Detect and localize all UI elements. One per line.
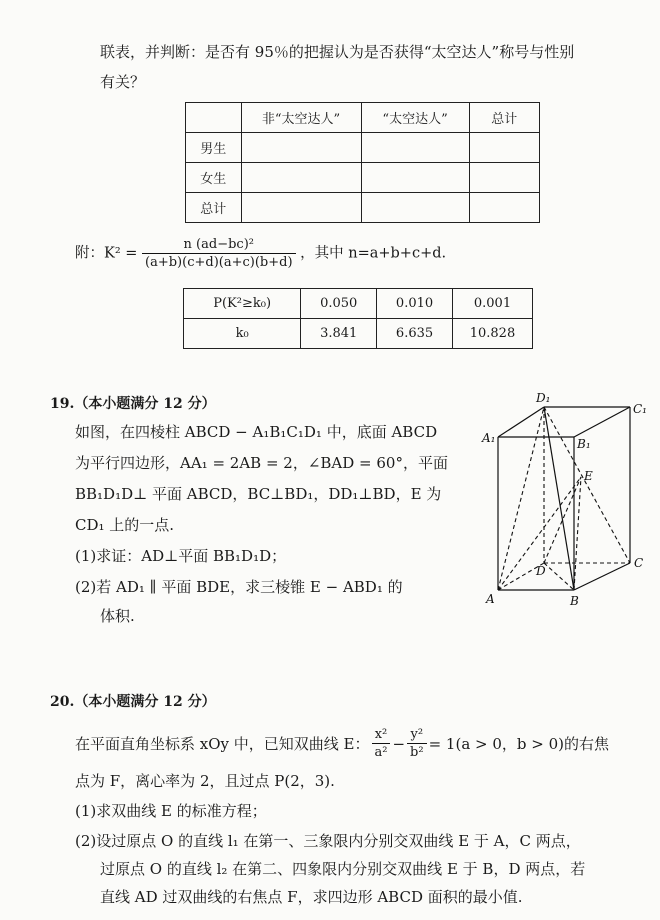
frac-num: x² (372, 726, 391, 744)
table-row-label: 总计 (186, 193, 242, 223)
table-cell: 10.828 (452, 319, 532, 349)
table-cell (361, 193, 469, 223)
frac-den: a² (374, 745, 388, 760)
formula-fraction (142, 236, 296, 271)
edge-b-e-hidden (574, 477, 581, 590)
q20-line1 (75, 726, 609, 761)
table-cell (469, 193, 539, 223)
label-e: E (584, 469, 593, 483)
table-row-label: 女生 (186, 163, 242, 193)
table-cell: 0.050 (301, 289, 377, 319)
table-cell (469, 133, 539, 163)
label-a: A (486, 592, 495, 606)
table-cell (361, 163, 469, 193)
label-d: D (536, 564, 546, 578)
table-header-cell: “太空达人” (361, 103, 469, 133)
q20-part2-cont: 过原点 O 的直线 l₂ 在第二、四象限内分别交双曲线 E 于 B，D 两点，若 (100, 860, 586, 878)
q18-text-line1: 联表，并判断：是否有 95％的把握认为是否获得“太空达人”称号与性别 (100, 43, 575, 61)
table-row-label: 男生 (186, 133, 242, 163)
label-d1: D₁ (536, 391, 551, 405)
k-squared-formula (75, 236, 446, 271)
prism-figure (478, 385, 648, 610)
q19-line: CD₁ 上的一点. (75, 516, 175, 534)
hyperbola-y-fraction (407, 726, 427, 761)
edge-a-d1-hidden (498, 407, 544, 590)
edge-d-b-hidden (544, 563, 574, 590)
label-b1: B₁ (577, 437, 591, 451)
table-cell: 0.010 (377, 289, 453, 319)
table-header-cell: 非“太空达人” (241, 103, 361, 133)
q18-text-line2: 有关？ (100, 73, 146, 91)
table-cell (469, 163, 539, 193)
formula-prefix: 附：K² = (75, 245, 138, 262)
label-c1: C₁ (633, 402, 647, 416)
q20-line1-end: = 1(a > 0，b > 0)的右焦 (428, 734, 610, 753)
formula-numerator: n (ad−bc)² (142, 236, 296, 254)
table-cell (241, 163, 361, 193)
table-cell (241, 133, 361, 163)
frac-num: y² (407, 726, 427, 744)
table-cell: 3.841 (301, 319, 377, 349)
label-a1: A₁ (482, 431, 496, 445)
contingency-table (185, 102, 540, 223)
critical-value-table (183, 288, 533, 349)
q19-line: 如图，在四棱柱 ABCD − A₁B₁C₁D₁ 中，底面 ABCD (75, 423, 438, 441)
table-cell: P(K²≥k₀) (184, 289, 301, 319)
table-cell: 0.001 (452, 289, 532, 319)
formula-denominator: (a+b)(c+d)(a+c)(b+d) (145, 255, 293, 270)
frac-den: b² (410, 745, 424, 760)
edge-b1-c1 (574, 407, 630, 437)
table-header-cell (186, 103, 242, 133)
q19-part2-cont: 体积. (100, 607, 135, 625)
table-cell: k₀ (184, 319, 301, 349)
hyperbola-x-fraction (372, 726, 391, 761)
q20-line2: 点为 F，离心率为 2，且过点 P(2，3). (75, 772, 335, 790)
formula-suffix: ，其中 n=a+b+c+d. (300, 245, 447, 262)
q19-line: 为平行四边形，AA₁ = 2AB = 2，∠BAD = 60°，平面 (75, 454, 448, 472)
q20-part2: (2)设过原点 O 的直线 l₁ 在第一、三象限内分别交双曲线 E 于 A，C 两点， (75, 832, 581, 850)
q19-part2: (2)若 AD₁ ∥ 平面 BDE，求三棱锥 E − ABD₁ 的 (75, 578, 403, 596)
q19-part1: (1)求证：AD⊥平面 BB₁D₁D； (75, 547, 287, 565)
edge-b-c (574, 563, 630, 590)
label-b: B (570, 594, 579, 608)
q19-line: BB₁D₁D⊥ 平面 ABCD，BC⊥BD₁，DD₁⊥BD，E 为 (75, 485, 442, 503)
minus-sign: − (392, 734, 406, 753)
q20-part2-cont: 直线 AD 过双曲线的右焦点 F，求四边形 ABCD 面积的最小值. (100, 888, 523, 906)
q20-line1-text: 在平面直角坐标系 xOy 中，已知双曲线 E： (75, 734, 370, 753)
table-header-cell: 总计 (469, 103, 539, 133)
table-cell (241, 193, 361, 223)
table-cell: 6.635 (377, 319, 453, 349)
q19-title: 19.（本小题满分 12 分） (50, 396, 216, 412)
label-c: C (634, 556, 644, 570)
table-cell (361, 133, 469, 163)
q20-part1: (1)求双曲线 E 的标准方程； (75, 802, 267, 820)
q20-title: 20.（本小题满分 12 分） (50, 694, 216, 710)
